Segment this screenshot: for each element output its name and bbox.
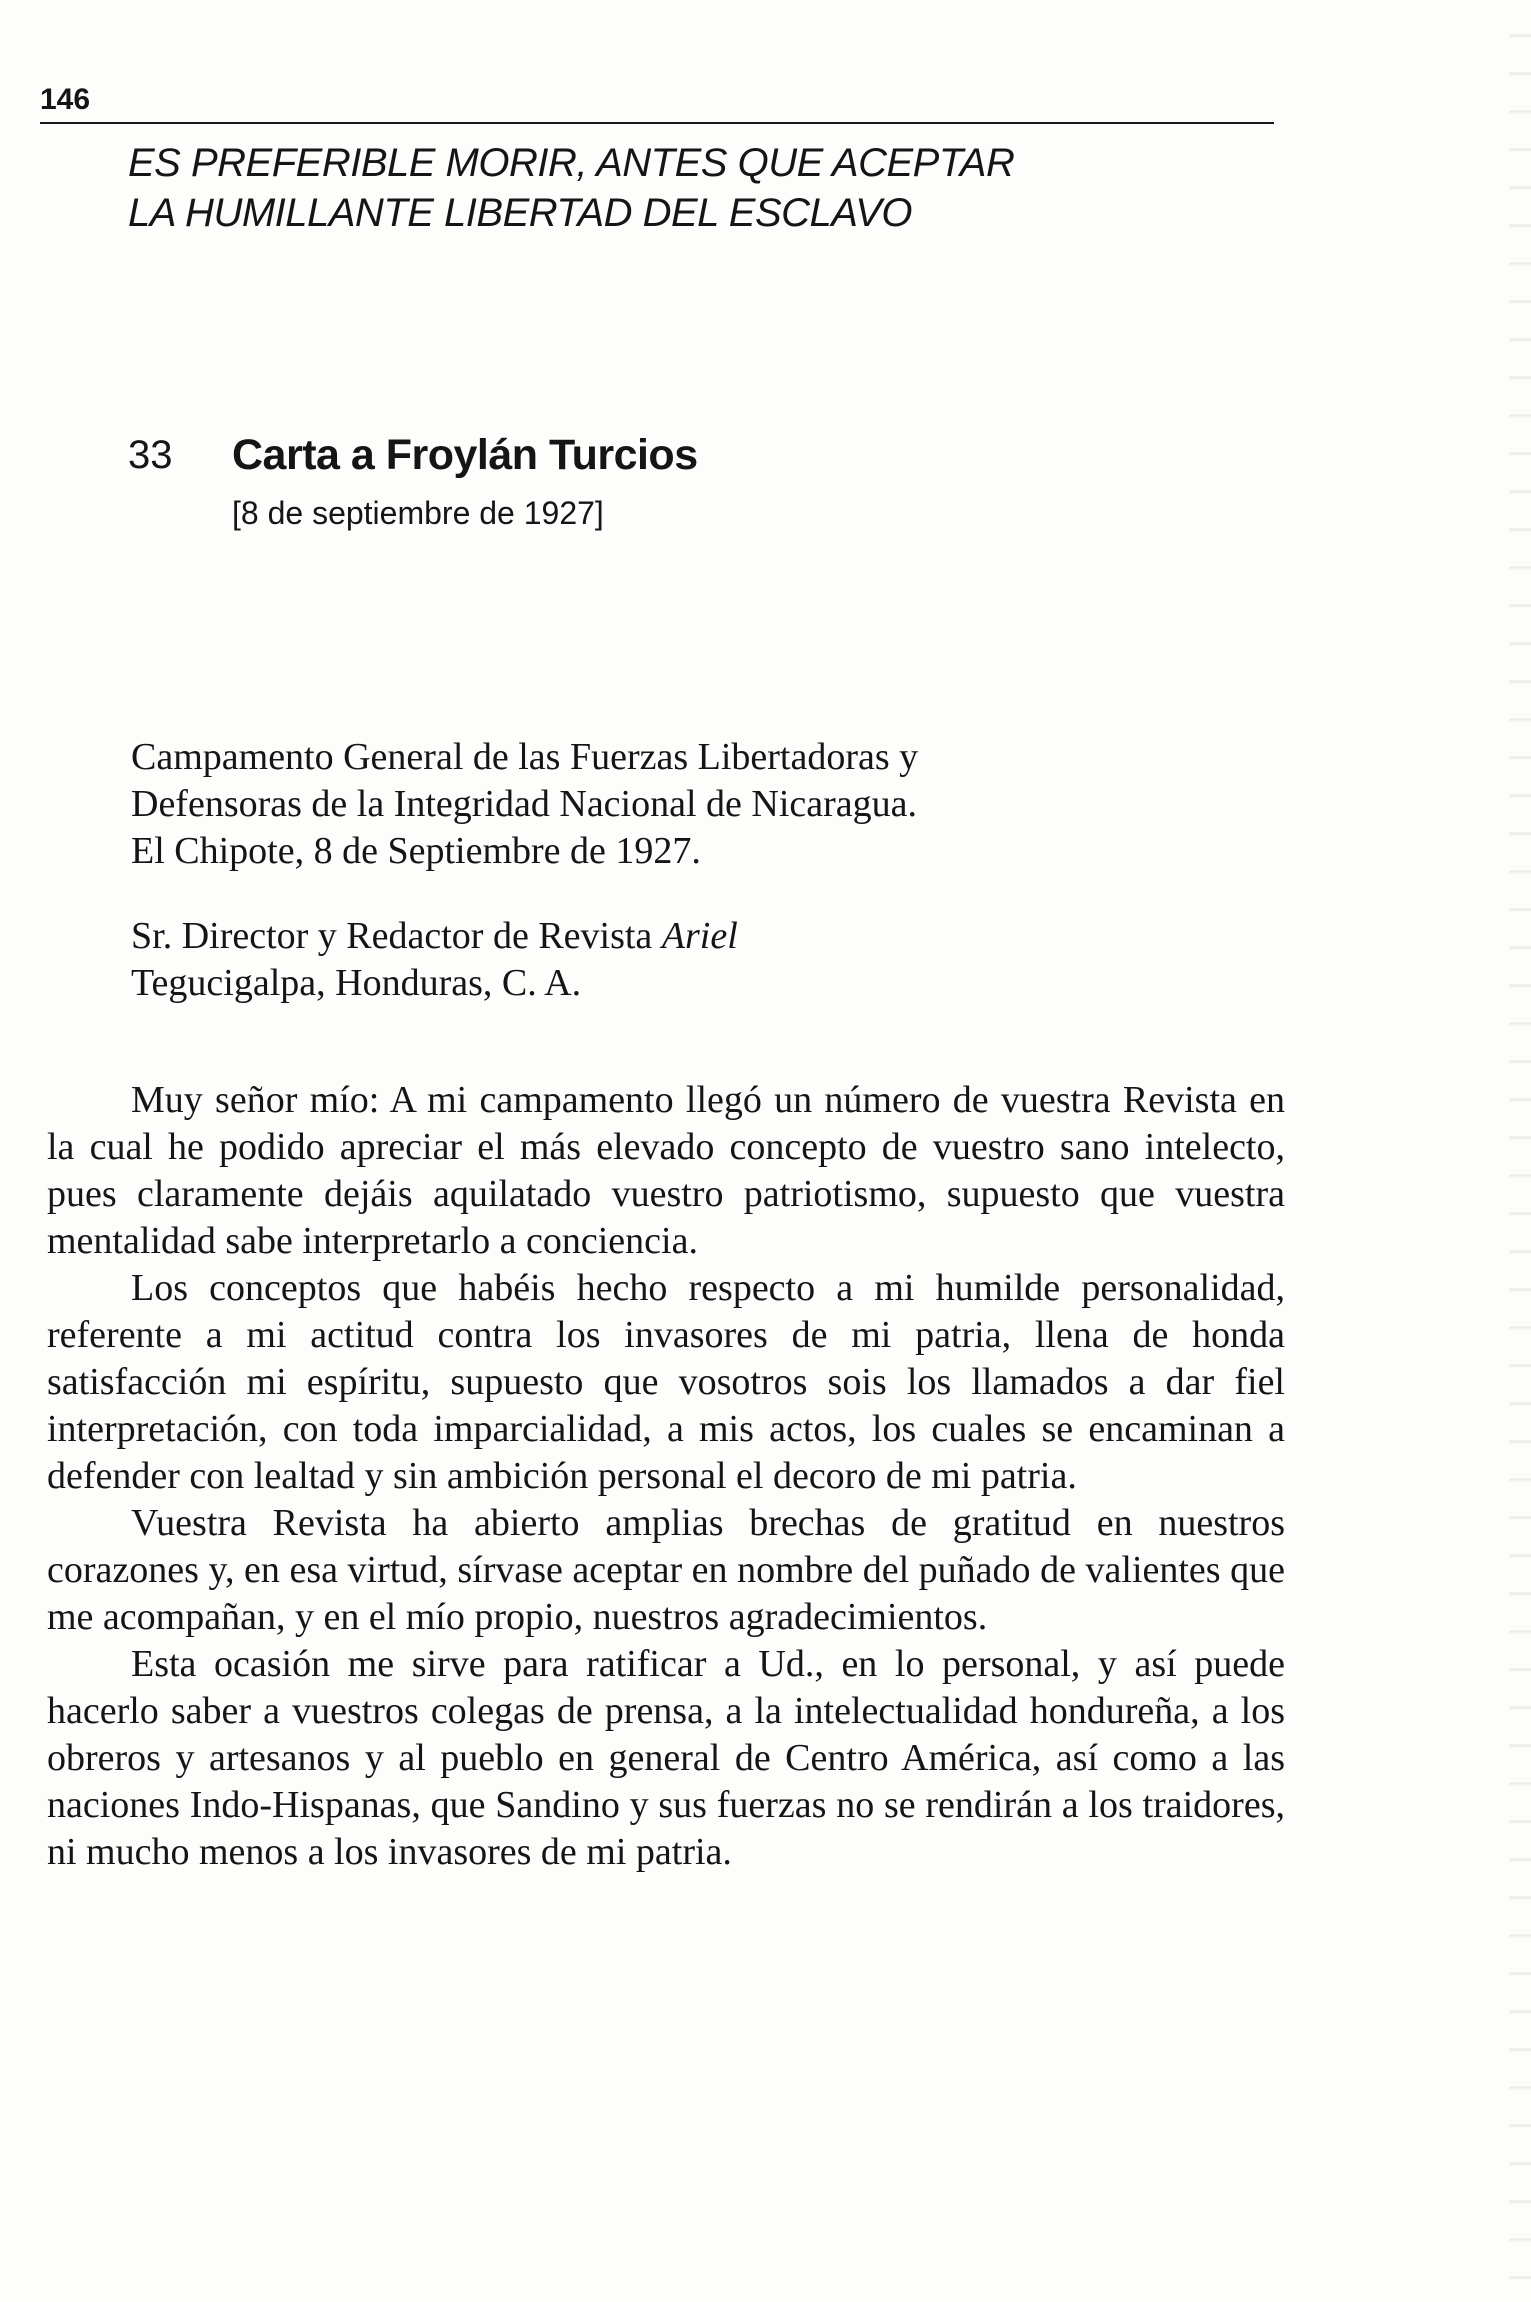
- place-line-1: Campamento General de las Fuerzas Libertadoras y: [131, 736, 919, 778]
- page-number: 146: [40, 83, 91, 116]
- paragraph-1: Muy señor mío: A mi campamento llegó un número de vuestra Revista en la cual he podido apreciar el más elevado concepto de vuestro sano intelecto, pues claramente dejáis aquilatado vuestro patriotismo, supuesto que vuestra mentalidad sabe interpretarlo a conciencia.: [47, 1079, 1285, 1262]
- document-heading: [128, 430, 1228, 480]
- running-title-line-1: ES PREFERIBLE MORIR, ANTES QUE ACEPTAR: [128, 141, 1015, 185]
- paragraph-4: Esta ocasión me sirve para ratificar a Ud., en lo personal, y así puede hacerlo saber a vuestros colegas de prensa, a la intelectualidad hondureña, a los obreros y artesanos y al pueblo en general de Centro América, así como a las naciones Indo-Hispanas, que Sandino y sus fuerzas no se rendirán a los traidores, ni mucho menos a los invasores de mi patria.: [47, 1643, 1285, 1873]
- running-title: [128, 138, 1208, 238]
- place-line-3: El Chipote, 8 de Septiembre de 1927.: [131, 830, 701, 872]
- recipient-publication: Ariel: [661, 915, 738, 957]
- letter-heading: [131, 734, 1181, 1007]
- place-line-2: Defensoras de la Integridad Nacional de Nicaragua.: [131, 783, 918, 825]
- document-number: 33: [128, 433, 173, 477]
- recipient-prefix: Sr. Director y Redactor de Revista: [131, 915, 662, 957]
- recipient-location: Tegucigalpa, Honduras, C. A.: [131, 962, 582, 1004]
- running-title-line-2: LA HUMILLANTE LIBERTAD DEL ESCLAVO: [128, 191, 913, 235]
- page-header: [40, 82, 1274, 124]
- paragraph-3: Vuestra Revista ha abierto amplias brechas de gratitud en nuestros corazones y, en esa virtud, sírvase aceptar en nombre del puñado de valientes que me acompañan, y en el mío propio, nuestros agradecimientos.: [47, 1502, 1285, 1638]
- document-title: Carta a Froylán Turcios: [232, 431, 698, 479]
- recipient-line: [131, 913, 1181, 960]
- paragraph-2: Los conceptos que habéis hecho respecto a mi humilde personalidad, referente a mi actitud contra los invasores de mi patria, llena de honda satisfacción mi espíritu, supuesto que vosotros sois los llamados a dar fiel interpretación, con toda imparcialidad, a mis actos, los cuales se encaminan a defender con lealtad y sin ambición personal el decoro de mi patria.: [47, 1267, 1285, 1497]
- letter-body: [47, 1077, 1285, 1876]
- document-date: [8 de septiembre de 1927]: [232, 495, 604, 531]
- scan-edge: [1509, 0, 1531, 2302]
